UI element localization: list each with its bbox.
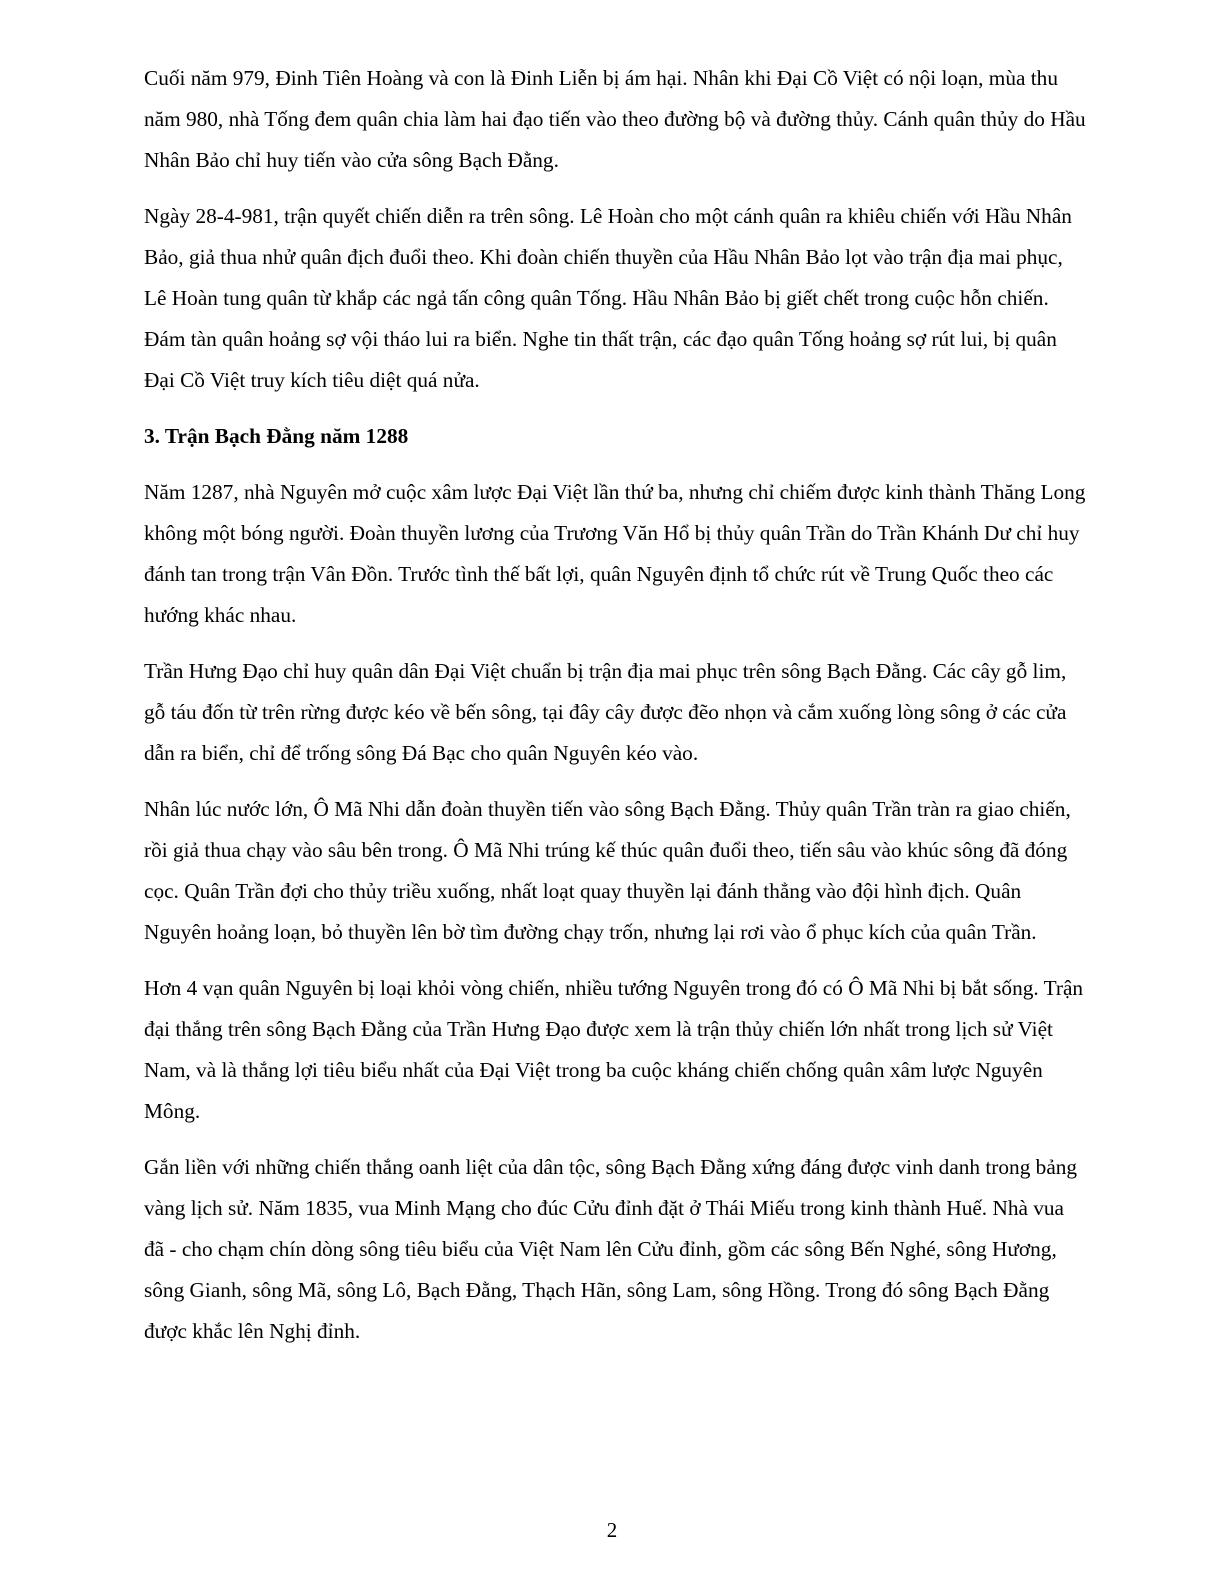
paragraph-invasion-1287: Năm 1287, nhà Nguyên mở cuộc xâm lược Đại Việt lần thứ ba, nhưng chỉ chiếm được kinh thành Thăng Long không một bóng người. Đoàn thuyền lương của Trương Văn Hổ bị thủy quân Trần do Trần Khánh Dư chỉ huy đánh tan trong trận Vân Đồn. Trước tình thế bất lợi, quân Nguyên định tổ chức rút về Trung Quốc theo các hướng khác nhau. (144, 480, 1086, 627)
page-number: 2 (606, 1518, 618, 1542)
document-body (144, 58, 1089, 1367)
paragraph-battle-981: Ngày 28-4-981, trận quyết chiến diễn ra trên sông. Lê Hoàn cho một cánh quân ra khiêu chiến với Hầu Nhân Bảo, giả thua nhử quân địch đuổi theo. Khi đoàn chiến thuyền của Hầu Nhân Bảo lọt vào trận địa mai phục, Lê Hoàn tung quân từ khắp các ngả tấn công quân Tống. Hầu Nhân Bảo bị giết chết trong cuộc hỗn chiến. Đám tàn quân hoảng sợ vội tháo lui ra biển. Nghe tin thất trận, các đạo quân Tống hoảng sợ rút lui, bị quân Đại Cồ Việt truy kích tiêu diệt quá nửa. (144, 204, 1072, 392)
paragraph-victory-result: Hơn 4 vạn quân Nguyên bị loại khỏi vòng chiến, nhiều tướng Nguyên trong đó có Ô Mã Nhi bị bắt sống. Trận đại thắng trên sông Bạch Đằng của Trần Hưng Đạo được xem là trận thủy chiến lớn nhất trong lịch sử Việt Nam, và là thắng lợi tiêu biểu nhất của Đại Việt trong ba cuộc kháng chiến chống quân xâm lược Nguyên Mông. (144, 976, 1084, 1123)
paragraph-nine-dynastic-urns: Gắn liền với những chiến thắng oanh liệt của dân tộc, sông Bạch Đằng xứng đáng được vinh danh trong bảng vàng lịch sử. Năm 1835, vua Minh Mạng cho đúc Cửu đỉnh đặt ở Thái Miếu trong kinh thành Huế. Nhà vua đã - cho chạm chín dòng sông tiêu biểu của Việt Nam lên Cửu đỉnh, gồm các sông Bến Nghé, sông Hương, sông Gianh, sông Mã, sông Lô, Bạch Đằng, Thạch Hãn, sông Lam, sông Hồng. Trong đó sông Bạch Đằng được khắc lên Nghị đỉnh. (144, 1155, 1078, 1343)
paragraph-battle-tide: Nhân lúc nước lớn, Ô Mã Nhi dẫn đoàn thuyền tiến vào sông Bạch Đằng. Thủy quân Trần tràn ra giao chiến, rồi giả thua chạy vào sâu bên trong. Ô Mã Nhi trúng kế thúc quân đuổi theo, tiến sâu vào khúc sông đã đóng cọc. Quân Trần đợi cho thủy triều xuống, nhất loạt quay thuyền lại đánh thẳng vào đội hình địch. Quân Nguyên hoảng loạn, bỏ thuyền lên bờ tìm đường chạy trốn, nhưng lại rơi vào ổ phục kích của quân Trần. (144, 797, 1071, 944)
paragraph-invasion-980: Cuối năm 979, Đinh Tiên Hoàng và con là Đinh Liễn bị ám hại. Nhân khi Đại Cồ Việt có nội loạn, mùa thu năm 980, nhà Tống đem quân chia làm hai đạo tiến vào theo đường bộ và đường thủy. Cánh quân thủy do Hầu Nhân Bảo chỉ huy tiến vào cửa sông Bạch Đằng. (144, 66, 1086, 172)
section-heading-battle-1288: 3. Trận Bạch Đằng năm 1288 (144, 424, 409, 448)
paragraph-stake-preparation: Trần Hưng Đạo chỉ huy quân dân Đại Việt chuẩn bị trận địa mai phục trên sông Bạch Đằng. Các cây gỗ lim, gỗ táu đốn từ trên rừng được kéo về bến sông, tại đây cây được đẽo nhọn và cắm xuống lòng sông ở các cửa dẫn ra biển, chỉ để trống sông Đá Bạc cho quân Nguyên kéo vào. (144, 659, 1067, 765)
